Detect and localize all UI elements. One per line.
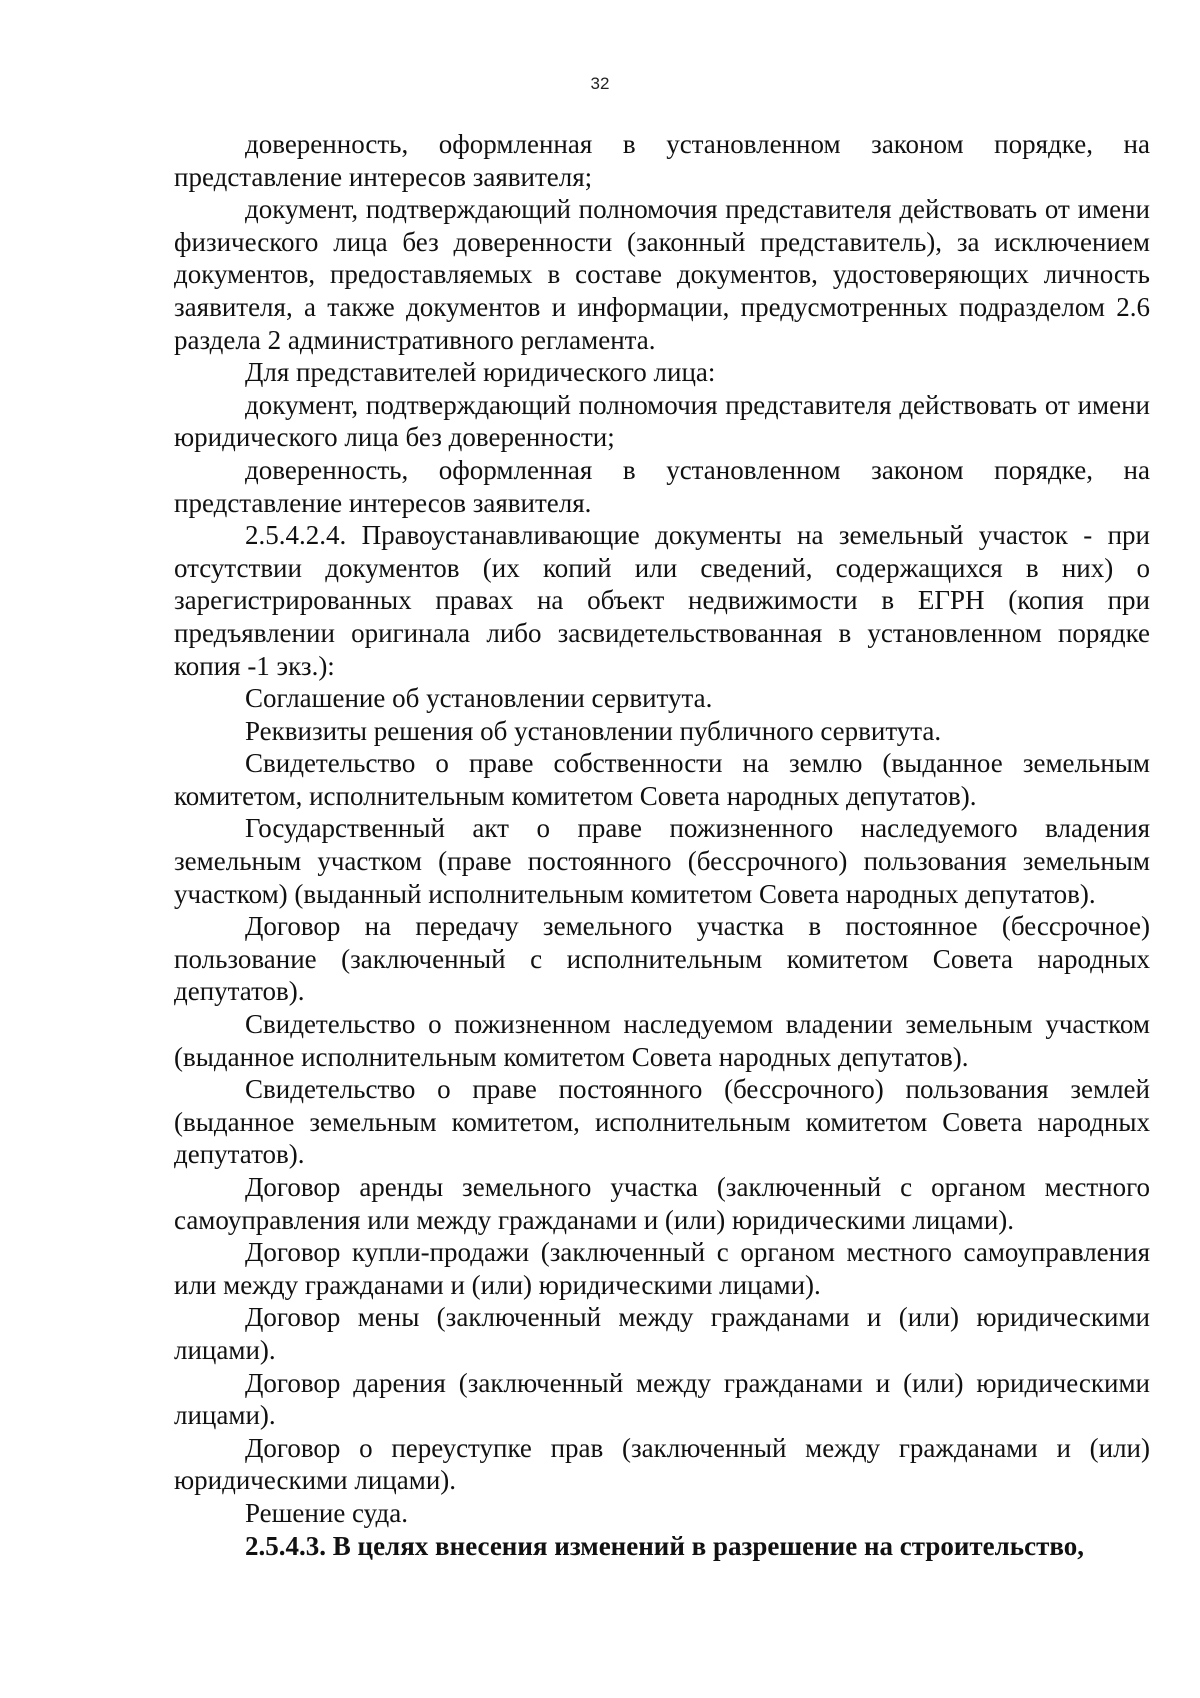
paragraph-section-2-5-4-2-4: 2.5.4.2.4. Правоустанавливающие документы на земельный участок - при отсутствии документов (их копий или сведений, содержащихся в них) о зарегистрированных правах на объект недвижимости в ЕГРН (копия при предъявлении оригинала либо засвидетельствованная в установленном порядке копия -1 экз.):	[174, 520, 1150, 681]
document-body	[174, 128, 1150, 1562]
paragraph-land-ownership-certificate: Свидетельство о праве собственности на землю (выданное земельным комитетом, исполнительным комитетом Совета народных депутатов).	[174, 748, 1150, 811]
paragraph-exchange-agreement: Договор мены (заключенный между гражданами и (или) юридическими лицами).	[174, 1302, 1150, 1365]
paragraph-gift-agreement: Договор дарения (заключенный между гражданами и (или) юридическими лицами).	[174, 1367, 1150, 1431]
paragraph-court-decision: Решение суда.	[245, 1497, 408, 1528]
paragraph-assignment-agreement: Договор о переуступке прав (заключенный между гражданами и (или) юридическими лицами).	[174, 1432, 1150, 1496]
paragraph-public-servitude-decision: Реквизиты решения об установлении публичного сервитута.	[245, 715, 942, 746]
paragraph-lease-agreement: Договор аренды земельного участка (заключенный с органом местного самоуправления или между гражданами и (или) юридическими лицами).	[174, 1172, 1150, 1235]
paragraph-authority-document-legal-entity: документ, подтверждающий полномочия представителя действовать от имени юридического лица без доверенности;	[174, 389, 1150, 453]
paragraph-poa-applicant: доверенность, оформленная в установленном законом порядке, на представление интересов заявителя;	[174, 129, 1150, 192]
paragraph-state-act: Государственный акт о праве пожизненного наследуемого владения земельным участком (праве постоянного (бессрочного) пользования земельным участком) (выданный исполнительным комитетом Совета народных депутатов).	[174, 813, 1150, 909]
paragraph-legal-entity-representatives: Для представителей юридического лица:	[245, 357, 716, 388]
paragraph-permanent-use-certificate: Свидетельство о праве постоянного (бессрочного) пользования землей (выданное земельным комитетом, исполнительным комитетом Совета народных депутатов).	[174, 1074, 1150, 1170]
paragraph-sale-agreement: Договор купли-продажи (заключенный с органом местного самоуправления или между гражданами и (или) юридическими лицами).	[174, 1237, 1150, 1300]
paragraph-servitude-agreement: Соглашение об установлении сервитута.	[245, 683, 713, 714]
paragraph-poa-legal-entity: доверенность, оформленная в установленном законом порядке, на представление интересов заявителя.	[174, 454, 1150, 518]
paragraph-transfer-agreement: Договор на передачу земельного участка в постоянное (бессрочное) пользование (заключенный с исполнительным комитетом Совета народных депутатов).	[174, 911, 1150, 1007]
paragraph-authority-document-individual: документ, подтверждающий полномочия представителя действовать от имени физического лица без доверенности (законный представитель), за исключением документов, предоставляемых в составе документов, удостоверяющих личность заявителя, а также документов и информации, предусмотренных подразделом 2.6 раздела 2 административного регламента.	[174, 194, 1150, 355]
paragraph-inheritable-possession-certificate: Свидетельство о пожизненном наследуемом владении земельным участком (выданное исполнительным комитетом Совета народных депутатов).	[174, 1009, 1150, 1072]
section-heading-2-5-4-3: 2.5.4.3. В целях внесения изменений в разрешение на строительство,	[245, 1530, 1084, 1561]
page-number: 32	[590, 74, 610, 93]
